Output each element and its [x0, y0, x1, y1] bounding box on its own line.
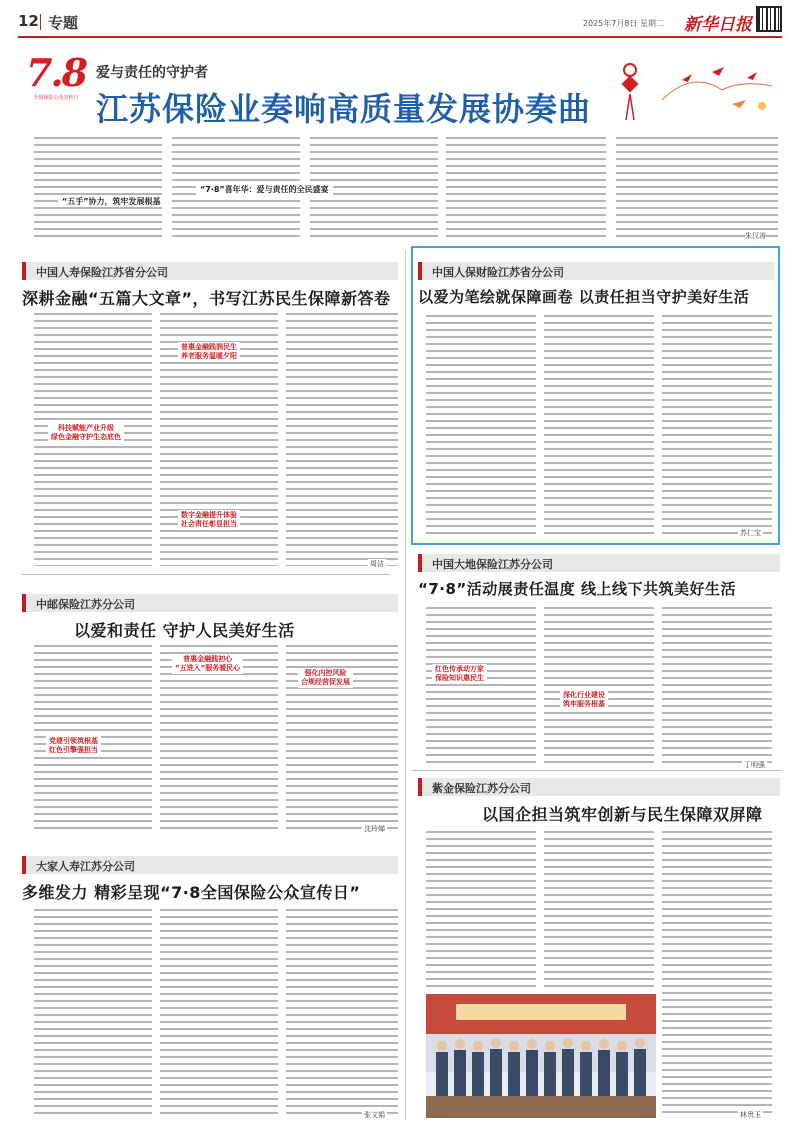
- article-subhead: 普惠金融践润民生 养老服务温暖夕阳: [178, 342, 240, 362]
- decorative-knot-icon: [610, 60, 650, 122]
- label-accent: [418, 262, 422, 280]
- article-china-post: [22, 594, 398, 641]
- intro-subhead: “五手”协力，筑牢发展根基: [58, 196, 165, 207]
- article-body-column: [544, 312, 654, 536]
- article-subhead: 数字金融提升体验 社会责任彰显担当: [178, 510, 240, 530]
- article-ccic: [418, 554, 780, 599]
- section-divider: [412, 770, 782, 771]
- label-accent: [22, 856, 26, 874]
- event-photo: [426, 994, 656, 1118]
- article-subhead: 科技赋能产业升级 绿色金融守护生态底色: [48, 423, 124, 443]
- topbar-divider: [40, 14, 41, 30]
- article-title: 以爱和责任 守护人民美好生活: [74, 621, 295, 640]
- label-text: 中国人保财险江苏省分公司: [432, 266, 564, 279]
- label-text: 中邮保险江苏分公司: [36, 598, 135, 611]
- article-body-column: [286, 906, 398, 1118]
- article-subhead: 党建引领筑根基 红色引擎强担当: [46, 736, 101, 756]
- article-body-column: [662, 312, 772, 536]
- article-picc: [418, 262, 774, 307]
- page-headline: 江苏保险业奏响高质量发展协奏曲: [96, 90, 592, 128]
- page-kicker: 爱与责任的守护者: [96, 65, 208, 81]
- article-author: 沈玲娣: [364, 825, 385, 833]
- logo-caption: 全国保险公众宣传日: [33, 95, 79, 101]
- article-author: 周洁: [370, 560, 384, 568]
- label-accent: [22, 262, 26, 280]
- article-subhead: 强化内控风险 合规经营促发展: [298, 668, 353, 688]
- article-body-column: [160, 906, 278, 1118]
- article-label: [22, 856, 398, 874]
- decorative-birds-icon: [652, 60, 782, 122]
- article-china-life: [22, 262, 398, 309]
- article-author: 苏仁宝: [740, 529, 761, 537]
- logo-number: 7.8: [26, 50, 87, 95]
- qr-code-icon: [756, 6, 782, 32]
- article-author: 张文娟: [364, 1111, 385, 1119]
- label-accent: [22, 594, 26, 612]
- section-name: 专题: [48, 14, 79, 32]
- article-author: 丁明强: [744, 761, 765, 769]
- article-body-column: [426, 828, 536, 988]
- label-text: 中国大地保险江苏分公司: [432, 558, 553, 571]
- article-body-column: [426, 604, 536, 766]
- column-divider: [405, 250, 406, 1120]
- intro-subhead: “7·8”喜年华：爱与责任的全民盛宴: [196, 184, 333, 195]
- article-subhead: 普惠金融践初心 “五进入”服务暖民心: [172, 654, 243, 674]
- section-divider: [22, 574, 390, 575]
- article-label: [418, 778, 780, 796]
- page-topbar: [18, 10, 782, 38]
- article-subhead: 红色传承动万家 保险知识惠民生: [432, 664, 487, 684]
- label-text: 紫金保险江苏分公司: [432, 782, 531, 795]
- page-number: 12: [18, 12, 39, 30]
- intro-column-4: [446, 134, 606, 238]
- intro-author: 朱汉涛: [745, 232, 766, 240]
- event-logo: [22, 52, 86, 100]
- article-zijin: [418, 778, 780, 825]
- article-body-column: [426, 312, 536, 536]
- article-title: “7·8”活动展责任温度 线上线下共筑美好生活: [418, 580, 737, 598]
- label-accent: [418, 554, 422, 572]
- article-body-column: [544, 828, 654, 988]
- article-label: [22, 594, 398, 612]
- label-text: 中国人寿保险江苏省分公司: [36, 266, 168, 279]
- intro-column-1: [34, 134, 162, 238]
- article-author: 林贵玉: [740, 1111, 761, 1119]
- article-body-column: [544, 604, 654, 766]
- article-dajia-life: [22, 856, 398, 903]
- label-accent: [418, 778, 422, 796]
- intro-column-5: [616, 134, 778, 238]
- article-title: 深耕金融“五篇大文章”，书写江苏民生保障新答卷: [22, 289, 391, 308]
- article-title: 多维发力 精彩呈现“7·8全国保险公众宣传日”: [22, 883, 361, 902]
- article-title: 以爱为笔绘就保障画卷 以责任担当守护美好生活: [418, 288, 750, 306]
- article-body-column: [662, 604, 772, 766]
- article-label: [418, 262, 774, 280]
- publication-date: 2025年7月8日 星期二: [582, 19, 664, 28]
- article-title: 以国企担当筑牢创新与民生保障双屏障: [482, 805, 763, 824]
- article-subhead: 深化行业建设 筑牢服务根基: [560, 690, 608, 710]
- article-body-column: [662, 828, 772, 1118]
- article-label: [22, 262, 398, 280]
- article-label: [418, 554, 780, 572]
- article-body-column: [286, 310, 398, 566]
- label-text: 大家人寿江苏分公司: [36, 860, 135, 873]
- masthead: 新华日报: [684, 15, 752, 35]
- article-body-column: [34, 906, 152, 1118]
